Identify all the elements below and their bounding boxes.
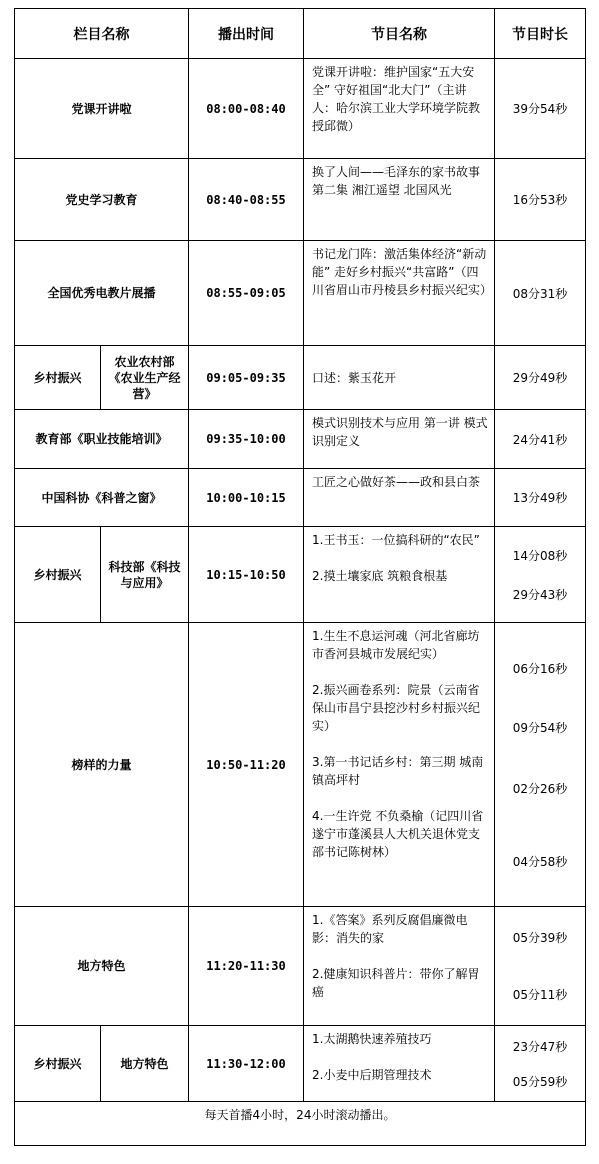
air-time: 10:50-11:20 — [189, 623, 304, 907]
program-item: 2.健康知识科普片：带你了解胃癌 — [312, 967, 480, 999]
duration-cell — [495, 410, 586, 469]
program-item: 换了人间——毛泽东的家书故事 第二集 湘江遥望 北国风光 — [312, 165, 481, 197]
header-column-name: 栏目名称 — [15, 9, 189, 59]
program-cell — [304, 469, 495, 527]
duration-cell — [495, 346, 586, 410]
duration-value: 05分11秒 — [512, 988, 568, 1002]
air-time: 10:15-10:50 — [189, 527, 304, 623]
column-name: 乡村振兴 — [15, 527, 101, 623]
program-cell — [304, 346, 495, 410]
duration-cell — [495, 1026, 586, 1102]
duration-value: 29分49秒 — [512, 371, 568, 385]
duration-cell — [495, 469, 586, 527]
program-item: 口述：紫玉花开 — [312, 370, 397, 385]
duration-value: 14分08秒 — [512, 548, 568, 563]
air-time: 08:40-08:55 — [189, 159, 304, 241]
program-cell — [304, 527, 495, 623]
duration-value: 05分59秒 — [512, 1074, 568, 1089]
program-cell — [304, 241, 495, 346]
program-item: 1.王书玉：一位搞科研的“农民” — [312, 533, 480, 547]
program-cell — [304, 159, 495, 241]
table-row — [15, 410, 586, 469]
program-item: 1.太湖鹅快速养殖技巧 — [312, 1032, 432, 1046]
duration-value: 16分53秒 — [512, 193, 568, 207]
air-time: 11:30-12:00 — [189, 1026, 304, 1102]
duration-cell — [495, 59, 586, 159]
program-item: 模式识别技术与应用 第一讲 模式识别定义 — [312, 416, 488, 448]
table-row — [15, 469, 586, 527]
header-row — [15, 9, 586, 59]
program-cell — [304, 1026, 495, 1102]
duration-value: 09分54秒 — [512, 720, 568, 735]
duration-value: 04分58秒 — [512, 854, 568, 869]
duration-value: 39分54秒 — [512, 102, 568, 116]
program-item: 1.生生不息运河魂（河北省廊坊市香河县城市发展纪实） — [312, 629, 480, 661]
duration-cell — [495, 623, 586, 907]
duration-value: 02分26秒 — [512, 781, 568, 796]
header-duration: 节目时长 — [495, 9, 586, 59]
duration-value: 29分43秒 — [512, 587, 568, 602]
sub-column-name: 地方特色 — [101, 1026, 189, 1102]
footer-note: 每天首播4小时，24小时滚动播出。 — [15, 1102, 586, 1146]
program-item: 2.振兴画卷系列：院景（云南省保山市昌宁县挖沙村乡村振兴纪实） — [312, 683, 481, 733]
table-row — [15, 59, 586, 159]
duration-cell — [495, 907, 586, 1026]
duration-value: 23分47秒 — [512, 1039, 568, 1054]
air-time: 09:05-09:35 — [189, 346, 304, 410]
column-name: 党课开讲啦 — [15, 59, 189, 159]
program-item: 3.第一书记话乡村：第三期 城南镇高坪村 — [312, 755, 484, 787]
column-name: 乡村振兴 — [15, 346, 101, 410]
column-name: 中国科协《科普之窗》 — [15, 469, 189, 527]
duration-value: 24分41秒 — [512, 432, 568, 447]
schedule-table — [14, 8, 586, 1146]
program-cell — [304, 623, 495, 907]
duration-value: 13分49秒 — [512, 491, 568, 505]
column-name: 党史学习教育 — [15, 159, 189, 241]
column-name: 地方特色 — [15, 907, 189, 1026]
program-item: 书记龙门阵：激活集体经济“新动能” 走好乡村振兴“共富路”（四川省眉山市丹棱县乡村振兴纪实） — [312, 247, 493, 297]
program-cell — [304, 410, 495, 469]
table-row — [15, 907, 586, 1026]
table-row — [15, 623, 586, 907]
duration-cell — [495, 241, 586, 346]
air-time: 09:35-10:00 — [189, 410, 304, 469]
duration-cell — [495, 159, 586, 241]
table-row — [15, 346, 586, 410]
program-cell — [304, 907, 495, 1026]
program-item: 1.《答案》系列反腐倡廉微电影：消失的家 — [312, 913, 468, 945]
duration-value: 08分31秒 — [512, 286, 568, 301]
sub-column-name: 农业农村部《农业生产经营》 — [101, 346, 189, 410]
program-item: 党课开讲啦：维护国家“五大安全” 守好祖国“北大门”（主讲人：哈尔滨工业大学环境学院教授邱微） — [312, 65, 481, 133]
air-time: 10:00-10:15 — [189, 469, 304, 527]
program-item: 2.摸土壤家底 筑粮食根基 — [312, 569, 448, 583]
air-time: 08:00-08:40 — [189, 59, 304, 159]
table-row — [15, 1026, 586, 1102]
column-name: 全国优秀电教片展播 — [15, 241, 189, 346]
program-item: 4.一生许党 不负桑榆（记四川省遂宁市蓬溪县人大机关退休党支部书记陈树林） — [312, 809, 484, 859]
table-row — [15, 527, 586, 623]
duration-cell — [495, 527, 586, 623]
air-time: 11:20-11:30 — [189, 907, 304, 1026]
table-row — [15, 159, 586, 241]
program-item: 工匠之心做好茶——政和县白茶 — [312, 475, 481, 489]
header-program-name: 节目名称 — [304, 9, 495, 59]
column-name: 榜样的力量 — [15, 623, 189, 907]
column-name: 乡村振兴 — [15, 1026, 101, 1102]
table-row — [15, 241, 586, 346]
column-name: 教育部《职业技能培训》 — [15, 410, 189, 469]
header-air-time: 播出时间 — [189, 9, 304, 59]
sub-column-name: 科技部《科技与应用》 — [101, 527, 189, 623]
duration-value: 06分16秒 — [512, 661, 568, 676]
program-cell — [304, 59, 495, 159]
duration-value: 05分39秒 — [512, 931, 568, 945]
footer-row — [15, 1102, 586, 1146]
air-time: 08:55-09:05 — [189, 241, 304, 346]
program-item: 2.小麦中后期管理技术 — [312, 1068, 432, 1082]
